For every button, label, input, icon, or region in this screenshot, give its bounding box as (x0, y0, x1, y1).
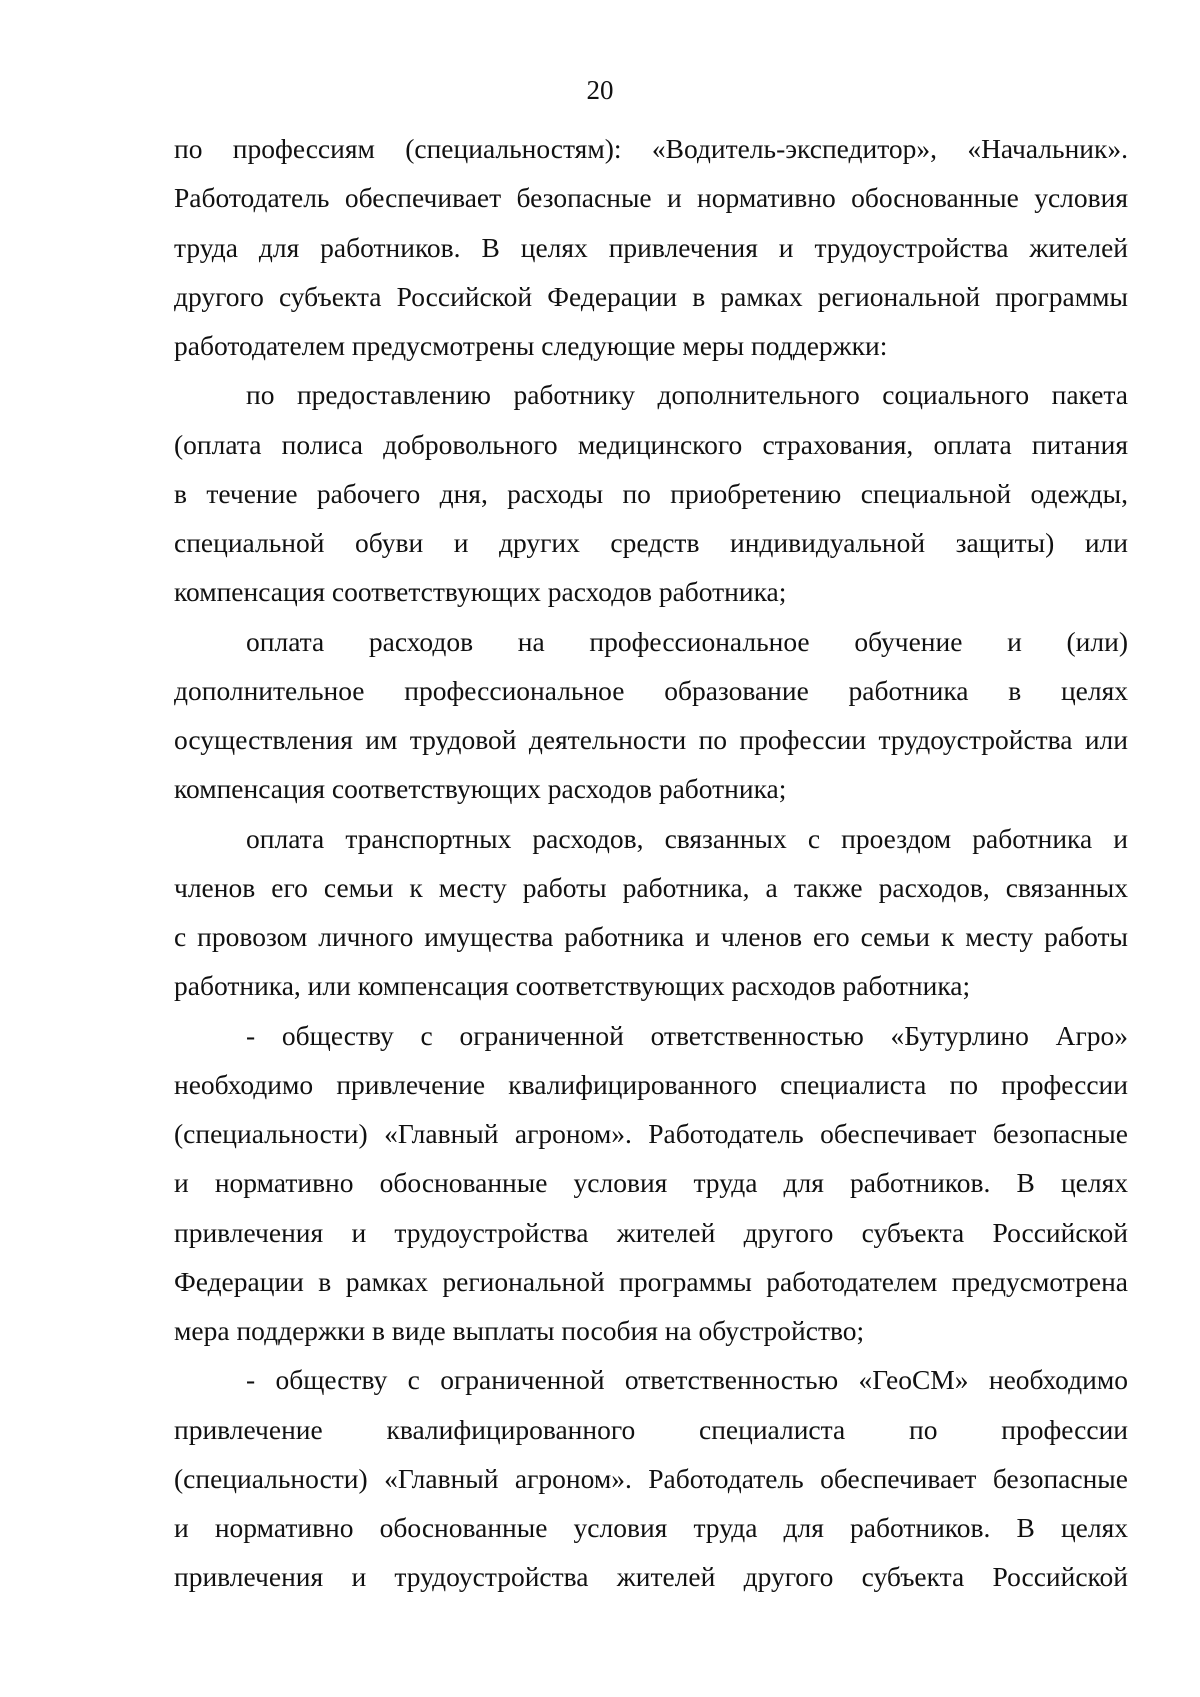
text-line: Работодатель обеспечивает безопасные и нормативно обоснованные условия (174, 182, 1128, 214)
page-number: 20 (586, 75, 614, 105)
text-line: привлечения и трудоустройства жителей другого субъекта Российской (174, 1561, 1128, 1593)
text-line: мера поддержки в виде выплаты пособия на обустройство; (174, 1315, 865, 1346)
paragraph-social-package (174, 370, 1128, 616)
text-line: специальной обуви и других средств индивидуальной защиты) или (174, 527, 1128, 558)
text-line: работодателем предусмотрены следующие меры поддержки: (174, 330, 888, 361)
text-line: другого субъекта Российской Федерации в рамках региональной программы (174, 280, 1128, 312)
text-line: (специальности) «Главный агроном». Работодатель обеспечивает безопасные (174, 1462, 1128, 1494)
text-line: и нормативно обоснованные условия труда для работников. В целях (174, 1512, 1128, 1543)
document-body (174, 124, 1128, 1602)
text-line: необходимо привлечение квалифицированного специалиста по профессии (174, 1068, 1128, 1100)
paragraph-training-costs (174, 617, 1128, 814)
text-line: в течение рабочего дня, расходы по приобретению специальной одежды, (174, 477, 1128, 509)
text-line: привлечения и трудоустройства жителей другого субъекта Российской (174, 1216, 1128, 1248)
text-line: (специальности) «Главный агроном». Работодатель обеспечивает безопасные (174, 1118, 1128, 1149)
paragraph-continuation (174, 124, 1128, 370)
text-line: оплата транспортных расходов, связанных с проездом работника и (246, 822, 1128, 854)
text-line: привлечение квалифицированного специалиста по профессии (174, 1413, 1128, 1445)
text-line: по предоставлению работнику дополнительного социального пакета (246, 379, 1128, 411)
text-line: Федерации в рамках региональной программы работодателем предусмотрена (174, 1265, 1128, 1297)
paragraph-geosm (174, 1355, 1128, 1601)
text-line: компенсация соответствующих расходов работника; (174, 773, 787, 805)
text-line: и нормативно обоснованные условия труда для работников. В целях (174, 1167, 1128, 1199)
text-line: осуществления им трудовой деятельности по профессии трудоустройства или (174, 724, 1128, 755)
paragraph-transport-costs (174, 814, 1128, 1011)
text-line: компенсация соответствующих расходов работника; (174, 576, 787, 608)
text-line: (оплата полиса добровольного медицинского страхования, оплата питания (174, 428, 1128, 460)
text-line: дополнительное профессиональное образование работника в целях (174, 674, 1128, 706)
text-line: - обществу с ограниченной ответственностью «Бутурлино Агро» (246, 1019, 1128, 1051)
text-line: по профессиям (специальностям): «Водитель-экспедитор», «Начальник». (174, 133, 1128, 164)
paragraph-buturlino-agro (174, 1011, 1128, 1356)
text-line: труда для работников. В целях привлечения и трудоустройства жителей (174, 231, 1128, 263)
text-line: с провозом личного имущества работника и членов его семьи к месту работы (174, 921, 1128, 952)
text-line: оплата расходов на профессиональное обучение и (или) (246, 625, 1128, 657)
text-line: - обществу с ограниченной ответственностью «ГеоСМ» необходимо (246, 1364, 1128, 1396)
text-line: членов его семьи к месту работы работника, а также расходов, связанных (174, 871, 1128, 903)
text-line: работника, или компенсация соответствующих расходов работника; (174, 970, 971, 1002)
